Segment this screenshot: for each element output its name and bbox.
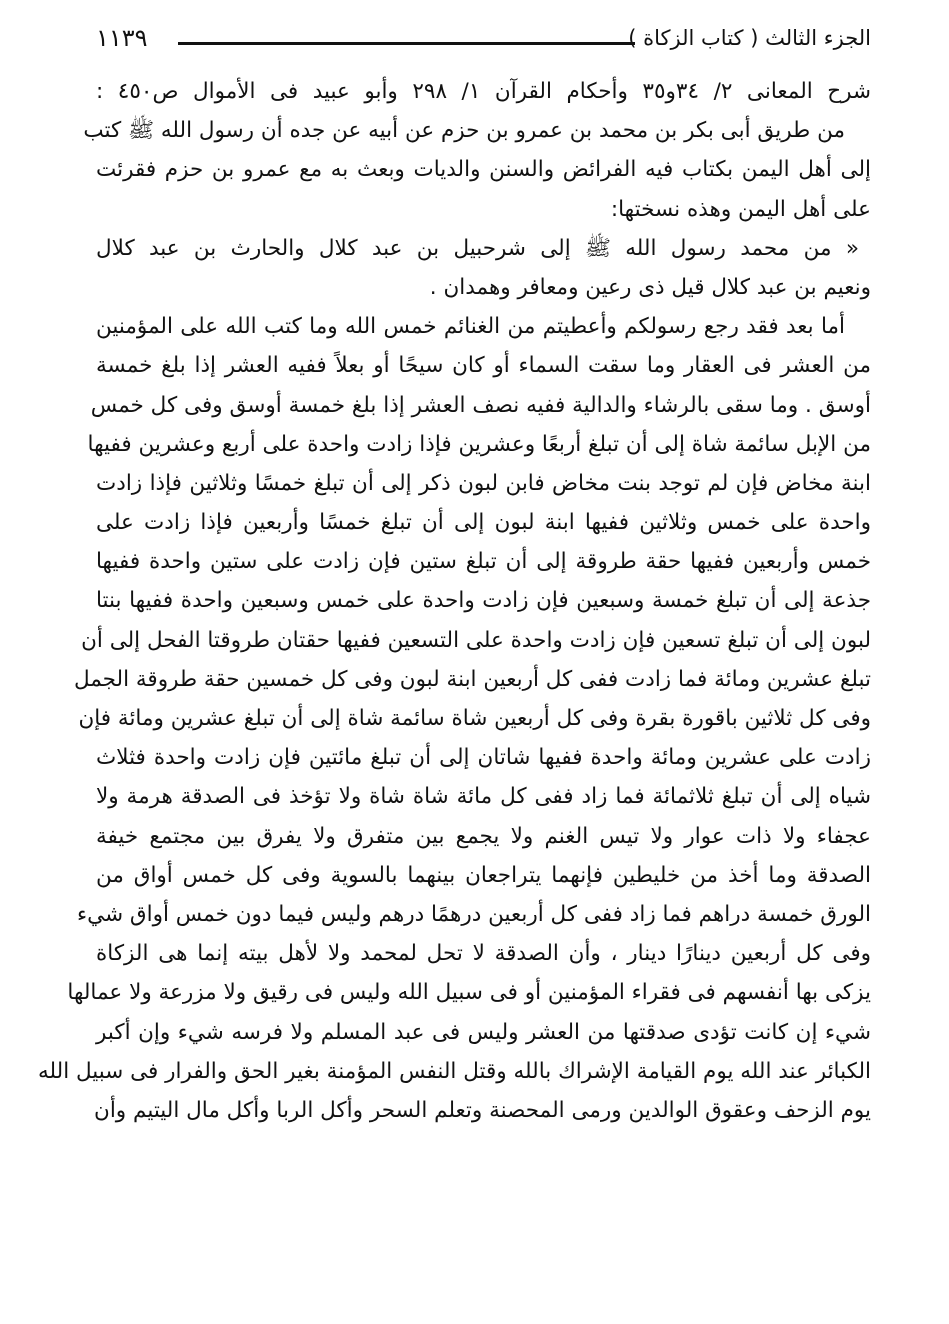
text-line: الصدقة وما أخذ من خليطين فإنهما يتراجعان بينهما بالسوية وفى كل خمس أواق من	[96, 862, 871, 888]
text-line: إلى أهل اليمن بكتاب فيه الفرائض والسنن والديات وبعث به مع عمرو بن حزم فقرئت	[96, 157, 871, 183]
text-line: « من محمد رسول الله ﷺ إلى شرحبيل بن عبد كلال والحارث بن عبد كلال	[96, 235, 859, 261]
text-line: من العشر فى العقار وما سقت السماء أو كان سيحًا أو بعلاً ففيه العشر إذا بلغ خمسة	[96, 353, 871, 379]
text-line: شياه إلى أن تبلغ ثلاثمائة فما زاد ففى كل مائة شاة شاة ولا تؤخذ فى الصدقة هرمة ولا	[96, 784, 871, 810]
text-line: الكبائر عند الله يوم القيامة الإشراك بالله وقتل النفس المؤمنة بغير الحق والفرار فى سبيل الله	[38, 1058, 871, 1084]
page-number: ١١٣٩	[96, 24, 148, 52]
text-line: جذعة إلى أن تبلغ خمسة وسبعين فإن زادت واحدة على خمس وسبعين واحدة ففيها بنتا	[96, 588, 871, 614]
text-line: تبلغ عشرين ومائة فما زادت ففى كل أربعين ابنة لبون وفى كل خمسين حقة طروقة الجمل	[73, 666, 871, 692]
header-title: الجزء الثالث ( كتاب الزكاة )	[628, 26, 871, 50]
text-line: عجفاء ولا ذات عوار ولا تيس الغنم ولا يجمع بين متفرق ولا يفرق بين مجتمع خيفة	[96, 823, 871, 849]
text-line: على أهل اليمن وهذه نسختها:	[610, 196, 871, 222]
body-text	[38, 72, 872, 1130]
text-line: من طريق أبى بكر بن محمد بن عمرو بن حزم عن أبيه عن جده أن رسول الله ﷺ كتب	[83, 118, 845, 144]
text-line: وفى كل ثلاثين باقورة بقرة وفى كل أربعين شاة سائمة شاة إلى أن تبلغ عشرين ومائة فإن	[78, 706, 871, 731]
text-line: ابنة مخاض فإن لم توجد بنت مخاض فابن لبون ذكر إلى أن تبلغ خمسًا وثلاثين فإذا زادت	[96, 470, 871, 496]
text-line: لبون إلى أن تبلغ تسعين فإن زادت واحدة على التسعين ففيها حقتان طروقتا الفحل إلى أن	[81, 627, 871, 653]
text-line: أوسق . وما سقى بالرشاء والدالية ففيه نصف العشر إذا بلغ خمسة أوسق وفى كل خمس	[90, 392, 871, 418]
text-line: ونعيم بن عبد كلال قيل ذى رعين ومعافر وهمدان .	[429, 274, 871, 300]
text-line: يوم الزحف وعقوق الوالدين ورمى المحصنة وتعلم السحر وأكل الربا وأكل مال اليتيم وأن	[94, 1097, 871, 1123]
text-line: واحدة على خمس وثلاثين ففيها ابنة لبون إلى أن تبلغ خمسًا وأربعين فإذا زادت على	[96, 510, 871, 536]
running-header	[96, 22, 871, 62]
text-line: وفى كل أربعين دينارًا دينار ، وأن الصدقة لا تحل لمحمد ولا لأهل بيته إنما هى الزكاة	[96, 941, 871, 967]
text-line: من الإبل سائمة شاة إلى أن تبلغ أربعًا وعشرين فإذا زادت واحدة على أربع وعشرين ففيها	[87, 431, 871, 457]
text-line: يزكى بها أنفسهم فى فقراء المؤمنين أو فى سبيل الله وليس فى رقيق ولا مزرعة ولا عمالها	[67, 980, 871, 1006]
header-rule	[178, 42, 635, 45]
text-line: شيء إن كانت تؤدى صدقتها من العشر وليس فى عبد المسلم ولا فرسه شيء وإن أكبر	[96, 1019, 871, 1045]
text-line: الورق خمسة دراهم فما زاد ففى كل أربعين درهمًا درهم وليس فيما دون خمس أواق شيء	[77, 901, 871, 927]
text-line: زادت على عشرين ومائة واحدة ففيها شاتان إلى أن تبلغ مائتين فإن زادت واحدة فثلاث	[96, 745, 871, 771]
text-line: شرح المعانى ٢/ ٣٤و٣٥ وأحكام القرآن ١/ ٢٩٨ وأبو عبيد فى الأموال ص٤٥٠ :	[96, 79, 872, 104]
text-line: خمس وأربعين ففيها حقة طروقة إلى أن تبلغ ستين فإن زادت على ستين واحدة ففيها	[96, 549, 871, 575]
text-line: أما بعد فقد رجع رسولكم وأعطيتم من الغنائم خمس الله وما كتب الله على المؤمنين	[96, 314, 845, 340]
